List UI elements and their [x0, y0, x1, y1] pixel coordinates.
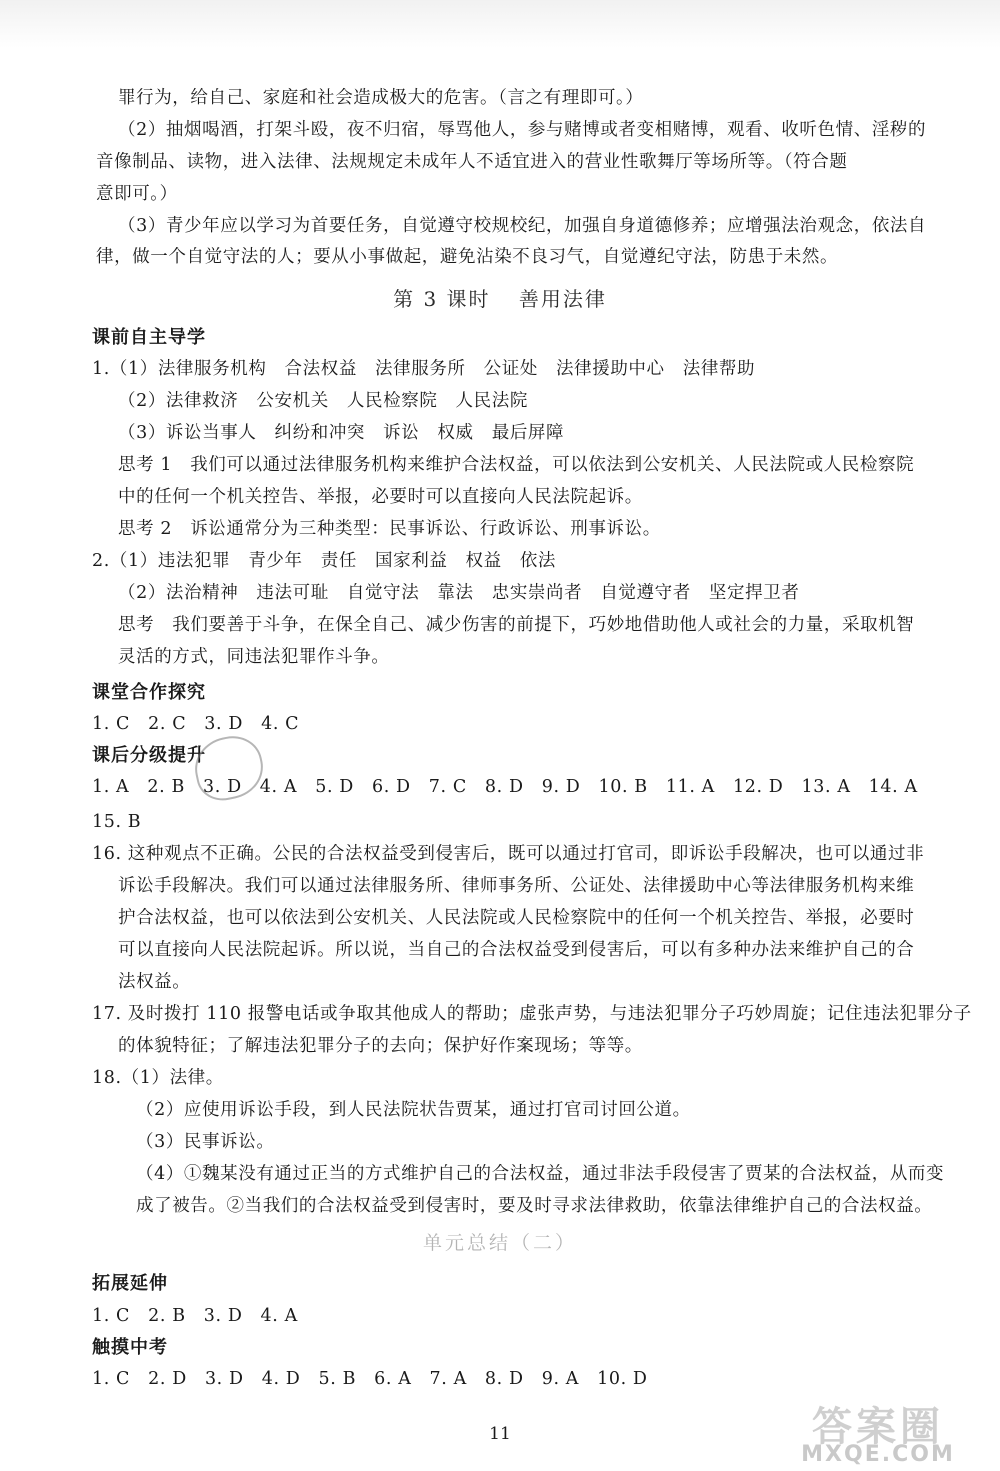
text-line: 灵活的方式，同违法犯罪作斗争。	[118, 647, 390, 667]
section-heading: 课后分级提升	[92, 745, 206, 766]
section-heading: 拓展延伸	[92, 1273, 168, 1294]
lesson-title	[0, 283, 1000, 312]
answer-line: 1. A 2. B 3. D 4. A 5. D 6. D 7. C 8. D 9. D 10. B 11. A 12. D 13. A 14. A	[92, 777, 918, 797]
scan-top-band	[0, 0, 1000, 48]
text-line: 17. 及时拨打 110 报警电话或争取其他成人的帮助；虚张声势，与违法犯罪分子巧妙周旋；记住违法犯罪分子	[92, 1004, 972, 1024]
answer-line: 15. B	[92, 812, 142, 832]
text-line: 罪行为，给自己、家庭和社会造成极大的危害。（言之有理即可。）	[118, 88, 644, 108]
watermark	[285, 845, 525, 895]
text-line: 法权益。	[118, 972, 191, 992]
text-line: 中的任何一个机关控告、举报，必要时可以直接向人民法院起诉。	[118, 487, 643, 507]
logo-text: MXQE.COM	[801, 1442, 955, 1467]
answer-line: 1. C 2. B 3. D 4. A	[92, 1306, 298, 1326]
text-line: （2）抽烟喝酒，打架斗殴，夜不归宿，辱骂他人，参与赌博或者变相赌博，观看、收听色情、淫秽的	[118, 120, 927, 140]
text-line: 律，做一个自觉守法的人；要从小事做起，避免沾染不良习气，自觉遵纪守法，防患于未然。	[96, 247, 839, 267]
text-line: 思考 我们要善于斗争，在保全自己、减少伤害的前提下，巧妙地借助他人或社会的力量，采取机智	[118, 615, 915, 635]
section-heading: 课前自主导学	[92, 327, 206, 348]
text-line: （2）应使用诉讼手段，到人民法院状告贾某，通过打官司讨回公道。	[136, 1100, 691, 1120]
section-heading: 触摸中考	[92, 1337, 168, 1358]
lesson-name: 善用法律	[518, 287, 607, 311]
text-line: （3）青少年应以学习为首要任务，自觉遵守校规校纪，加强自身道德修养；应增强法治观念，依法自	[118, 216, 927, 236]
text-line: 成了被告。②当我们的合法权益受到侵害时，要及时寻求法律救助，依靠法律维护自己的合法权益。	[136, 1196, 933, 1216]
section-heading: 课堂合作探究	[92, 682, 206, 703]
text-line: （2）法治精神 违法可耻 自觉守法 靠法 忠实崇尚者 自觉遵守者 坚定捍卫者	[118, 583, 800, 603]
text-line: （3）民事诉讼。	[136, 1132, 275, 1152]
text-line: 可以直接向人民法院起诉。所以说，当自己的合法权益受到侵害后，可以有多种办法来维护自己的合	[118, 940, 915, 960]
text-line: 2.（1）违法犯罪 青少年 责任 国家利益 权益 依法	[92, 551, 557, 571]
text-line: （3）诉讼当事人 纠纷和冲突 诉讼 权威 最后屏障	[118, 423, 565, 443]
page-number: 11	[489, 1424, 511, 1444]
text-line: 诉讼手段解决。我们可以通过法律服务所、律师事务所、公证处、法律援助中心等法律服务机构来维	[118, 876, 915, 896]
text-line: 思考 1 我们可以通过法律服务机构来维护合法权益，可以依法到公安机关、人民法院或人民检察院	[118, 455, 915, 475]
text-line: 18.（1）法律。	[92, 1068, 224, 1088]
unit-title: 单元总结（二）	[422, 1232, 577, 1254]
text-line: 思考 2 诉讼通常分为三种类型：民事诉讼、行政诉讼、刑事诉讼。	[118, 519, 661, 539]
logo-glyph: 答案圈	[812, 1404, 944, 1450]
text-line: （4）①魏某没有通过正当的方式维护自己的合法权益，通过非法手段侵害了贾某的合法权益，从而变	[136, 1164, 945, 1184]
site-logo	[778, 1395, 978, 1467]
text-line: 16. 这种观点不正确。公民的合法权益受到侵害后，既可以通过打官司，即诉讼手段解决，也可以通过非	[92, 844, 925, 864]
text-line: 意即可。）	[96, 184, 178, 204]
text-line: 音像制品、读物，进入法律、法规规定未成年人不适宜进入的营业性歌舞厅等场所等。（符合题	[96, 152, 848, 172]
text-line: 的体貌特征；了解违法犯罪分子的去向；保护好作案现场；等等。	[118, 1036, 643, 1056]
lesson-number: 第 3 课时	[393, 287, 491, 311]
watermark	[285, 1180, 545, 1230]
answer-line: 1. C 2. C 3. D 4. C	[92, 714, 300, 734]
text-line: 1.（1）法律服务机构 合法权益 法律服务所 公证处 法律援助中心 法律帮助	[92, 359, 756, 379]
text-line: （2）法律救济 公安机关 人民检察院 人民法院	[118, 391, 528, 411]
text-line: 护合法权益，也可以依法到公安机关、人民法院或人民检察院中的任何一个机关控告、举报，必要时	[118, 908, 915, 928]
answer-line: 1. C 2. D 3. D 4. D 5. B 6. A 7. A 8. D 9. A 10. D	[92, 1369, 648, 1389]
